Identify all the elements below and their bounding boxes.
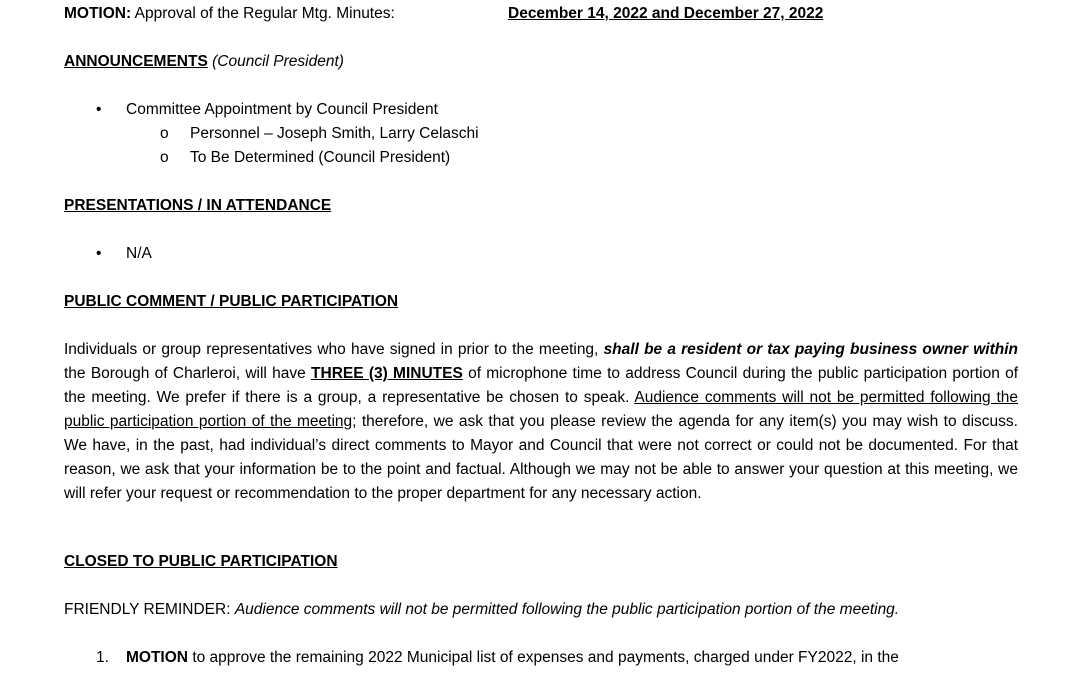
announcements-heading (64, 50, 344, 74)
announcements-note: (Council President) (212, 53, 344, 70)
reminder-label: FRIENDLY REMINDER: (64, 601, 231, 618)
pc-bold-italic: shall be a resident or tax paying business owner within (603, 341, 1018, 358)
pc-text-2: the Borough of Charleroi, will have (64, 365, 306, 382)
public-comment-paragraph (64, 338, 1018, 506)
pc-text-4: ; therefore, we ask that you please review the agenda for any item(s) you may wish to discuss. We have, in the past, had individual’s direct comments to Mayor and Council that were not correct or could not be documented. For that reason, we ask that your information be to the point and factual. Although we may not be able to answer your question at this meeting, we will refer your request or recommendation to the proper department for any necessary action. (64, 413, 1018, 502)
sub-item-text: To Be Determined (Council President) (190, 149, 451, 166)
pc-three-minutes: THREE (3) MINUTES (311, 365, 463, 382)
sub-bullet-icon: o (160, 125, 169, 142)
presentations-heading: PRESENTATIONS / IN ATTENDANCE (64, 197, 332, 214)
motion-label: MOTION: (64, 5, 132, 22)
pc-text-1: Individuals or group representatives who have signed in prior to the meeting, (64, 341, 599, 358)
sub-bullet-icon: o (160, 149, 169, 166)
bullet-icon: • (96, 101, 102, 118)
motion-item-text-wrap (126, 646, 899, 670)
motion-line (64, 2, 395, 26)
motion-dates: December 14, 2022 and December 27, 2022 (508, 5, 824, 22)
friendly-reminder (64, 598, 899, 622)
motion-number: 1. (96, 649, 109, 666)
announcement-bullet-text: Committee Appointment by Council President (126, 101, 438, 118)
bullet-icon: • (96, 245, 102, 262)
motion-text: Approval of the Regular Mtg. Minutes: (134, 5, 395, 22)
public-comment-heading: PUBLIC COMMENT / PUBLIC PARTICIPATION (64, 293, 399, 310)
closed-heading: CLOSED TO PUBLIC PARTICIPATION (64, 553, 338, 570)
presentation-item: N/A (126, 245, 152, 262)
motion-item-label: MOTION (126, 649, 188, 666)
sub-item-text: Personnel – Joseph Smith, Larry Celaschi (190, 125, 479, 142)
announcements-title: ANNOUNCEMENTS (64, 53, 208, 70)
pc-underline: Audience comments will not be permitted following the public participation portion of the meeting (64, 389, 1019, 430)
reminder-text: Audience comments will not be permitted following the public participation portion of the meeting. (234, 601, 900, 618)
motion-item-text: to approve the remaining 2022 Municipal list of expenses and payments, charged under FY2022, in the (192, 649, 899, 666)
pc-text-3: of microphone time to address Council during the public participation portion of the meeting. We prefer if there is a group, a representative be chosen to speak. (64, 365, 1019, 406)
